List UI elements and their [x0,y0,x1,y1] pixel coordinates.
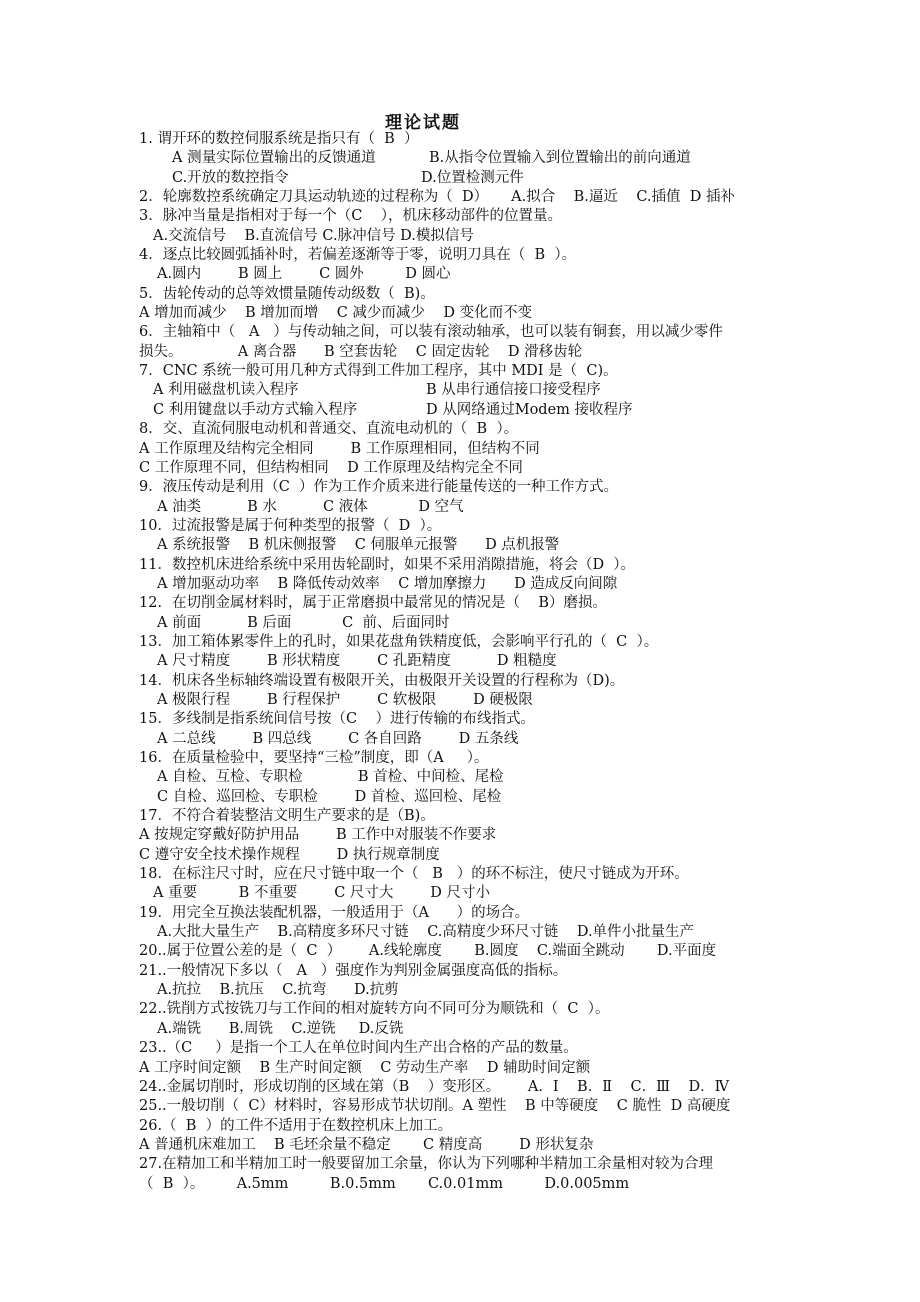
line-text: 18．在标注尺寸时，应在尺寸链中取一个（ B ）的环不标注，使尺寸链成为开环。 [139,866,689,883]
text-line [139,942,789,961]
line-text: C 工作原理不同，但结构相同 D 工作原理及结构完全不同 [139,459,523,476]
text-line [139,807,789,826]
line-text: A 尺寸精度 B 形状精度 C 孔距精度 D 粗糙度 [157,653,557,670]
text-line [139,227,789,246]
line-text-column-2: D.位置检测元件 [421,169,524,186]
line-text: A 重要 B 不重要 C 尺寸大 D 尺寸小 [153,885,491,902]
text-line [139,1175,789,1194]
text-line [139,362,789,381]
line-text: 20..属于位置公差的是（ C ） A.线轮廓度 B.圆度 C.端面全跳动 D.平面度 [139,943,717,960]
line-text: 17．不符合着装整洁文明生产要求的是（B)。 [139,808,435,825]
line-text: A 油类 B 水 C 液体 D 空气 [157,498,464,515]
line-text: A 按规定穿戴好防护用品 B 工作中对服装不作要求 [139,827,497,844]
line-text: 损失。 A 离合器 B 空套齿轮 C 固定齿轮 D 滑移齿轮 [139,343,583,360]
text-line [139,730,789,749]
text-line [139,594,789,613]
text-line [139,1097,789,1116]
text-line [139,652,789,671]
text-line [139,884,789,903]
text-line [139,478,789,497]
text-line [139,401,789,420]
line-text: 19．用完全互换法装配机器，一般适用于（A ）的场合。 [139,904,530,921]
text-line [139,188,789,207]
line-text: C 利用键盘以手动方式输入程序 [153,401,358,418]
line-text: A 前面 B 后面 C 前、后面同时 [157,614,450,631]
text-line [139,420,789,439]
text-line [139,1039,789,1058]
line-text: A 利用磁盘机读入程序 [153,382,299,399]
text-line [139,207,789,226]
line-text: C 遵守安全技术操作规程 D 执行规章制度 [139,846,440,863]
line-text: A 测量实际位置输出的反馈通道 [172,150,376,167]
line-text: 12．在切削金属材料时，属于正常磨损中最常见的情况是（ B）磨损。 [139,595,608,612]
text-line [139,691,789,710]
text-line [139,265,789,284]
text-line [139,981,789,1000]
text-line [139,1117,789,1136]
line-text: C.开放的数控指令 [172,169,289,186]
line-text: 13．加工箱体累零件上的孔时，如果花盘角铁精度低，会影响平行孔的（ C ）。 [139,633,659,650]
line-text: A.圆内 B 圆上 C 圆外 D 圆心 [157,266,451,283]
text-line [139,381,789,400]
line-text: A.端铣 B.周铣 C.逆铣 D.反铣 [157,1020,404,1037]
line-text: A 自检、互检、专职检 B 首检、中间检、尾检 [157,769,504,786]
line-text: 16．在质量检验中，要坚持“三检”制度，即（A ）。 [139,750,489,766]
text-line [139,1000,789,1019]
text-line [139,865,789,884]
line-text-column-2: D 从网络通过Modem 接收程序 [426,401,633,418]
text-line [139,459,789,478]
line-text: A 工作原理及结构完全相同 B 工作原理相同，但结构不同 [139,440,540,457]
text-line [139,846,789,865]
line-text: 14．机床各坐标轴终端设置有极限开关，由极限开关设置的行程称为（D)。 [139,672,625,689]
text-line [139,1078,789,1097]
line-text: 7．CNC 系统一般可用几种方式得到工件加工程序，其中 MDI 是（ C)。 [139,363,618,380]
text-line [139,440,789,459]
text-line [139,304,789,323]
line-text: （ B ）。 A.5mm B.0.5mm C.0.01mm D.0.005mm [139,1175,630,1192]
line-text: 25..一般切削（ C）材料时，容易形成节状切削。A 塑性 B 中等硬度 C 脆性 D 高硬度 [139,1098,731,1115]
text-line [139,710,789,729]
line-text: 22..铣削方式按铣刀与工作间的相对旋转方向不同可分为顺铣和（ C ）。 [139,1001,610,1018]
line-text: A 二总线 B 四总线 C 各自回路 D 五条线 [157,730,519,747]
line-text: A 普通机床难加工 B 毛坯余量不稳定 C 精度高 D 形状复杂 [139,1136,594,1153]
text-line [139,904,789,923]
line-text: 5．齿轮传动的总等效惯量随传动级数（ B)。 [139,285,435,302]
line-text: C 自检、巡回检、专职检 D 首检、巡回检、尾检 [157,788,502,805]
text-line [139,962,789,981]
line-text: 4．逐点比较圆弧插补时，若偏差逐渐等于零，说明刀具在（ B ）。 [139,247,577,264]
line-text-column-2: B.从指令位置输入到位置输出的前向通道 [429,150,691,167]
text-line [139,498,789,517]
text-line [139,575,789,594]
text-line [139,633,789,652]
text-line [139,1059,789,1078]
line-text: 21..一般情况下多以（ A ）强度作为判别金属强度高低的指标。 [139,962,568,979]
line-text: 6．主轴箱中（ A ）与传动轴之间，可以装有滚动轴承，也可以装有铜套，用以减少零件 [139,324,723,341]
text-line [139,130,789,149]
text-line [139,517,789,536]
text-line [139,672,789,691]
line-text: A 极限行程 B 行程保护 C 软极限 D 硬极限 [157,691,533,708]
text-line [139,923,789,942]
line-text: A.交流信号 B.直流信号 C.脉冲信号 D.模拟信号 [153,227,474,244]
text-line [139,285,789,304]
text-line [139,536,789,555]
line-text: A.大批大量生产 B.高精度多环尺寸链 C.高精度少环尺寸链 D.单件小批量生产 [157,924,695,941]
line-text: A 工序时间定额 B 生产时间定额 C 劳动生产率 D 辅助时间定额 [139,1059,591,1076]
text-line [139,1136,789,1155]
line-text: A.抗拉 B.抗压 C.抗弯 D.抗剪 [157,982,399,999]
line-text: 2．轮廓数控系统确定刀具运动轨迹的过程称为（ D） A.拟合 B.逼近 C.插值 D 插补 [139,189,735,206]
line-text: 11．数控机床进给系统中采用齿轮副时，如果不采用消隙措施，将会（D ）。 [139,556,636,573]
line-text: 8．交、直流伺服电动机和普通交、直流电动机的（ B ）。 [139,421,519,438]
line-text: A 系统报警 B 机床侧报警 C 伺服单元报警 D 点机报警 [157,537,560,554]
line-text: 26.（ B ）的工件不适用于在数控机床上加工。 [139,1117,453,1134]
text-line [139,749,789,768]
text-line [139,1155,789,1174]
text-line [139,614,789,633]
page-title: 理论试题 [385,113,461,133]
text-line [139,788,789,807]
question-list [139,130,789,1194]
line-text: 3．脉冲当量是指相对于每一个（C ），机床移动部件的位置量。 [139,208,563,225]
line-text: 1. 谓开环的数控伺服系统是指只有（ B ） [139,131,419,147]
line-text: 24..金属切削时，形成切削的区域在第（B ）变形区。 A．Ⅰ B．Ⅱ C．Ⅲ D．Ⅳ [139,1078,730,1095]
text-line [139,826,789,845]
line-text: 10．过流报警是属于何种类型的报警（ D ）。 [139,517,442,534]
text-line [139,169,789,188]
line-text: 15．多线制是指系统间信号按（C ）进行传输的布线指式。 [139,711,535,728]
text-line [139,768,789,787]
text-line [139,556,789,575]
line-text-column-2: B 从串行通信接口接受程序 [426,382,601,399]
text-line [139,1020,789,1039]
line-text: 23..（C ）是指一个工人在单位时间内生产出合格的产品的数量。 [139,1040,578,1057]
text-line [139,323,789,342]
text-line [139,246,789,265]
text-line [139,343,789,362]
line-text: 27.在精加工和半精加工时一般要留加工余量，你认为下列哪种半精加工余量相对较为合理 [139,1156,714,1173]
text-line [139,149,789,168]
line-text: 9．液压传动是利用（C ）作为工作介质来进行能量传送的一种工作方式。 [139,479,619,496]
line-text: A 增加而减少 B 增加而增 C 减少而减少 D 变化而不变 [139,305,533,322]
line-text: A 增加驱动功率 B 降低传动效率 C 增加摩擦力 D 造成反向间隙 [157,575,618,592]
